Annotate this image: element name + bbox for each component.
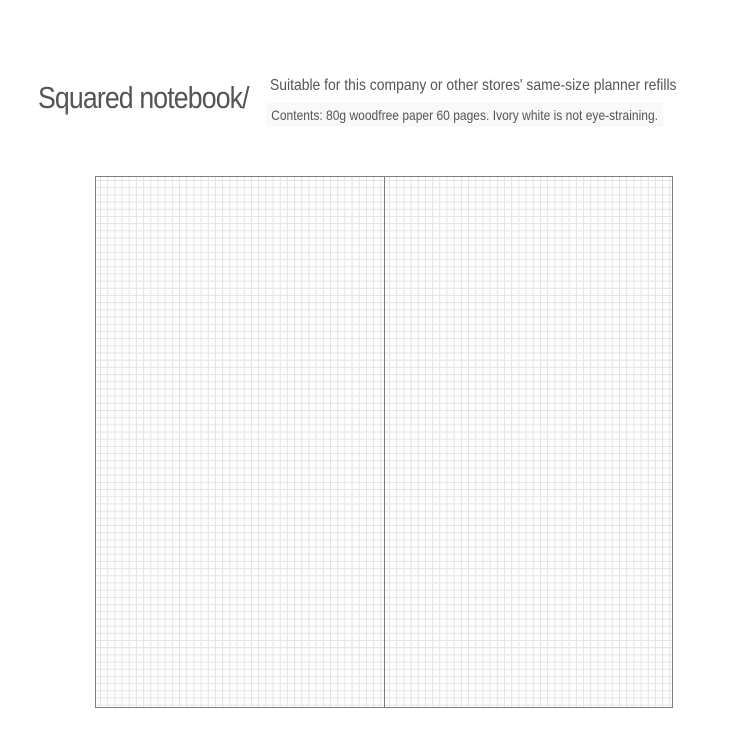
product-header (0, 0, 751, 150)
product-subtitle: Suitable for this company or other stores' same-size planner refills (270, 77, 677, 94)
right-grid-page (385, 177, 672, 707)
notebook-spread (95, 176, 673, 708)
left-grid-page (96, 177, 385, 707)
product-title: Squared notebook/ (38, 80, 249, 115)
product-contents: Contents: 80g woodfree paper 60 pages. Ivory white is not eye-straining. (266, 103, 663, 127)
